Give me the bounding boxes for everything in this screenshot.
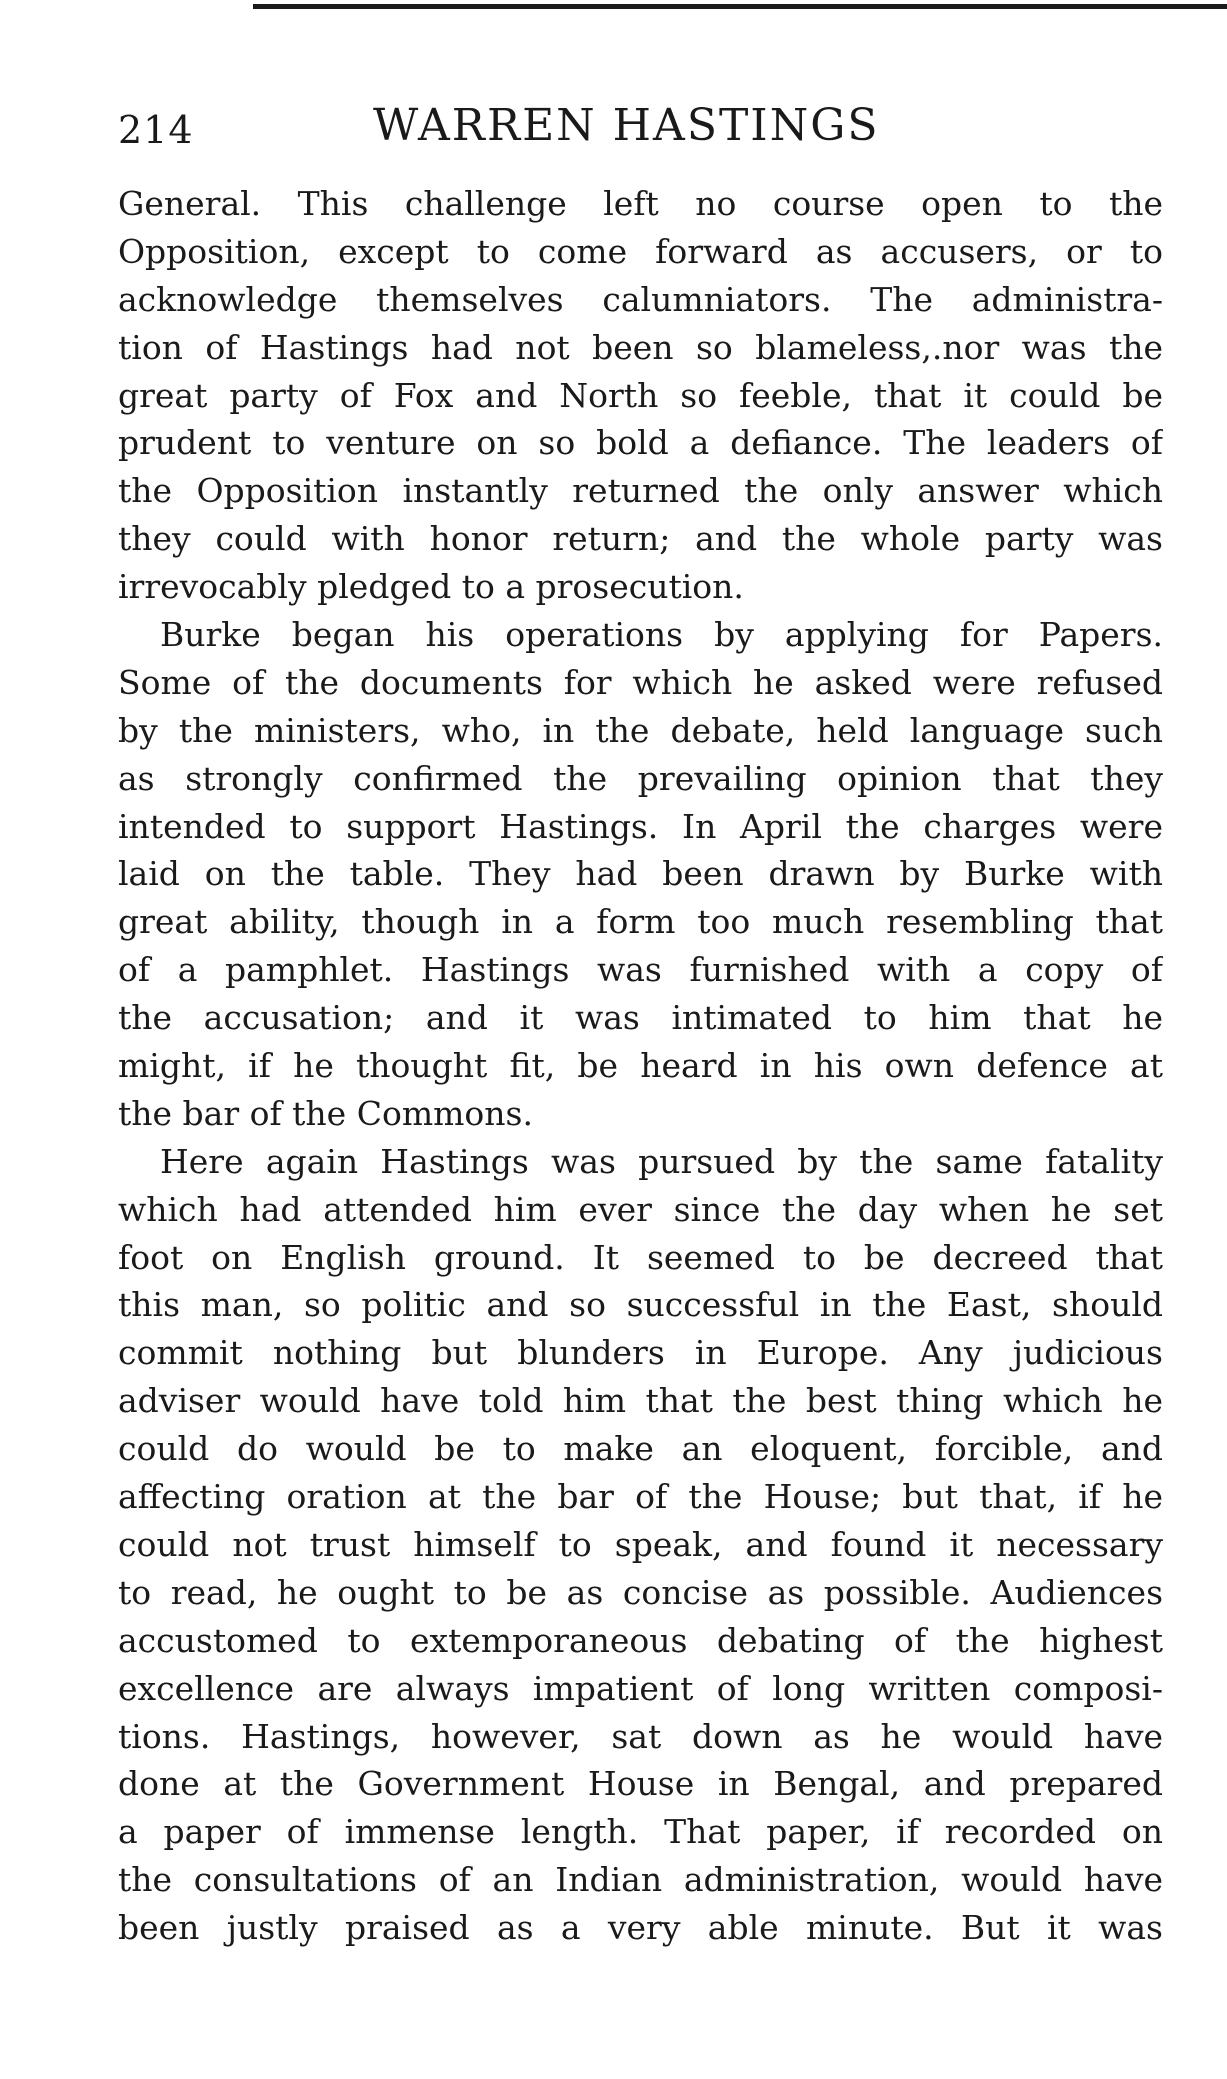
- text-line: by the ministers, who, in the debate, held language such: [118, 710, 1163, 750]
- text-line: prudent to venture on so bold a defiance. The leaders of: [118, 423, 1163, 463]
- text-line: acknowledge themselves calumniators. The administra-: [118, 279, 1163, 319]
- text-line: the bar of the Commons.: [118, 1093, 533, 1133]
- text-line: might, if he thought fit, be heard in his own defence at: [118, 1046, 1163, 1086]
- text-line: tions. Hastings, however, sat down as he would have: [118, 1716, 1163, 1756]
- text-line: of a pamphlet. Hastings was furnished with a copy of: [118, 950, 1163, 990]
- text-line: as strongly confirmed the prevailing opinion that they: [118, 758, 1163, 798]
- page-header: [118, 100, 1163, 160]
- text-line: which had attended him ever since the day when he set: [118, 1189, 1163, 1229]
- text-line: could not trust himself to speak, and found it necessary: [118, 1524, 1163, 1564]
- text-line: great ability, though in a form too much resembling that: [118, 902, 1163, 942]
- text-line: they could with honor return; and the whole party was: [118, 519, 1163, 559]
- top-rule: [253, 4, 1227, 9]
- text-line: excellence are always impatient of long written composi-: [118, 1668, 1163, 1708]
- text-line: Some of the documents for which he asked were refused: [118, 662, 1163, 702]
- text-line: accustomed to extemporaneous debating of the highest: [118, 1620, 1163, 1660]
- text-line: laid on the table. They had been drawn by Burke with: [118, 854, 1163, 894]
- text-line: been justly praised as a very able minute. But it was: [118, 1908, 1163, 1948]
- text-line: done at the Government House in Bengal, and prepared: [118, 1764, 1163, 1804]
- text-line: the consultations of an Indian administration, would have: [118, 1860, 1163, 1900]
- text-line: Opposition, except to come forward as accusers, or to: [118, 231, 1163, 271]
- text-line: could do would be to make an eloquent, forcible, and: [118, 1429, 1163, 1469]
- text-line: Here again Hastings was pursued by the same fatality: [160, 1141, 1163, 1181]
- text-line: affecting oration at the bar of the House; but that, if he: [118, 1477, 1163, 1517]
- paragraph-1: [118, 180, 1163, 611]
- text-line: adviser would have told him that the best thing which he: [118, 1381, 1163, 1421]
- text-line: a paper of immense length. That paper, if recorded on: [118, 1812, 1163, 1852]
- paragraph-2: [118, 611, 1163, 1138]
- text-line: great party of Fox and North so feeble, that it could be: [118, 375, 1163, 415]
- running-title: WARREN HASTINGS: [373, 100, 880, 151]
- text-line: the accusation; and it was intimated to him that he: [118, 998, 1163, 1038]
- text-line: foot on English ground. It seemed to be decreed that: [118, 1237, 1163, 1277]
- text-line: tion of Hastings had not been so blameless,.nor was the: [118, 327, 1163, 367]
- text-line: intended to support Hastings. In April the charges were: [118, 806, 1163, 846]
- text-line: to read, he ought to be as concise as possible. Audiences: [118, 1572, 1163, 1612]
- text-line: commit nothing but blunders in Europe. Any judicious: [118, 1333, 1163, 1373]
- body-text: [118, 180, 1163, 1952]
- text-line: General. This challenge left no course open to the: [118, 184, 1163, 223]
- page-number: 214: [118, 108, 194, 152]
- text-line: this man, so politic and so successful in the East, should: [118, 1285, 1163, 1325]
- text-line: Burke began his operations by applying for Papers.: [160, 615, 1163, 655]
- text-line: the Opposition instantly returned the only answer which: [118, 471, 1163, 511]
- paragraph-3: [118, 1138, 1163, 1952]
- text-line: irrevocably pledged to a prosecution.: [118, 567, 744, 607]
